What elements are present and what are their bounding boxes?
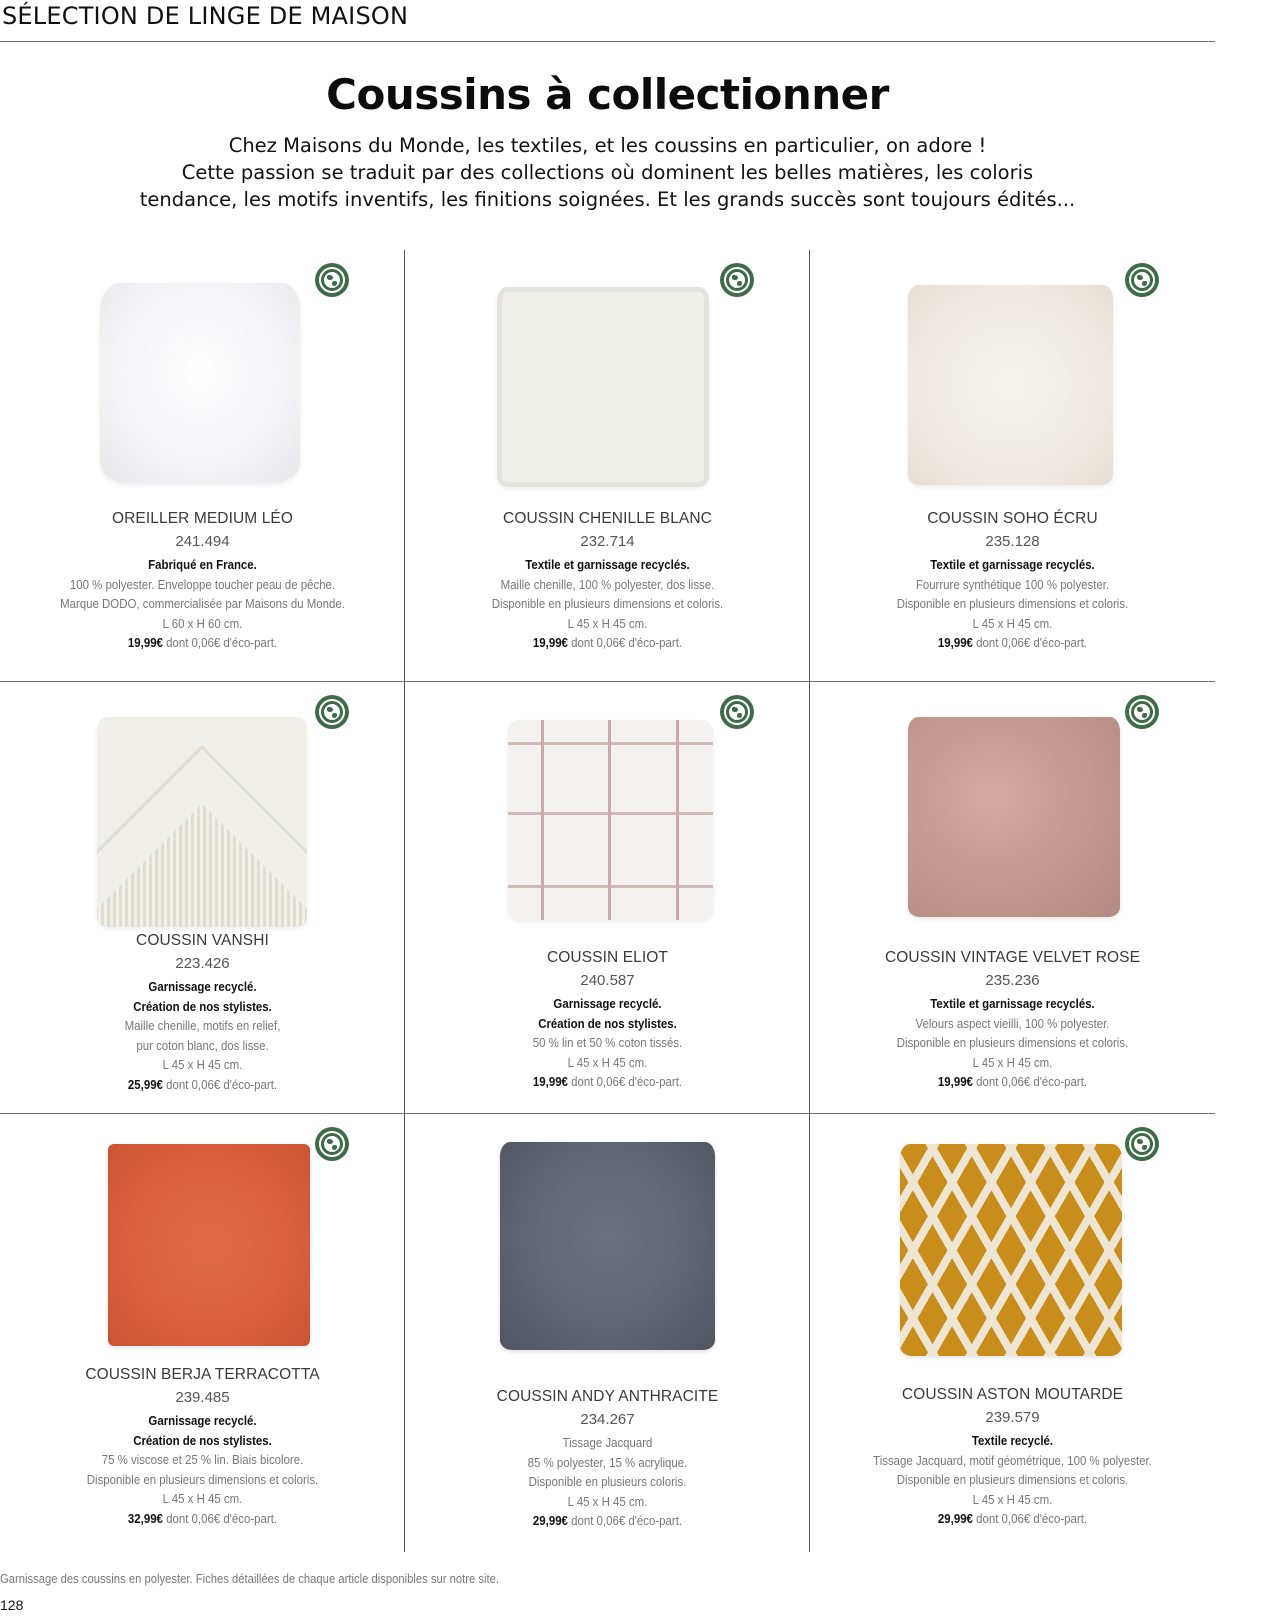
product-desc: Disponible en plusieurs dimensions et coloris. — [896, 1035, 1129, 1050]
eco-globe-icon — [1125, 263, 1159, 297]
product-price: 32,99€ — [127, 1510, 163, 1526]
product-ref: 235.128 — [985, 533, 1040, 550]
section-title: SÉLECTION DE LINGE DE MAISON — [2, 2, 409, 30]
eco-part: dont 0,06€ d'éco-part. — [166, 635, 278, 650]
product-info — [0, 930, 405, 1094]
section-header — [0, 0, 1215, 42]
product-name: COUSSIN SOHO ÉCRU — [927, 510, 1098, 527]
product-price: 19,99€ — [532, 635, 568, 650]
page-title: Coussins à collectionner — [326, 70, 889, 119]
product-info — [810, 947, 1215, 1092]
product-price: 19,99€ — [937, 635, 973, 650]
product-price-line — [24, 1509, 380, 1529]
product-desc: Maille chenille, 100 % polyester, dos lisse. — [500, 576, 715, 592]
product-card-coussin-eliot[interactable] — [405, 682, 810, 1113]
product-desc: Tissage Jacquard — [562, 1435, 653, 1450]
product-price-line — [429, 1511, 785, 1531]
product-desc: Velours aspect vieilli, 100 % polyester. — [915, 1015, 1110, 1031]
product-name: COUSSIN ASTON MOUTARDE — [901, 1386, 1124, 1403]
product-price-line — [24, 1075, 380, 1095]
product-desc: Disponible en plusieurs dimensions et coloris. — [896, 1472, 1129, 1487]
product-info — [810, 508, 1215, 653]
eco-globe-icon — [1125, 1127, 1159, 1161]
eco-globe-icon — [315, 263, 349, 297]
product-ref: 223.426 — [175, 955, 230, 972]
product-dimensions: L 45 x H 45 cm. — [972, 1491, 1053, 1507]
product-desc: Tissage Jacquard, motif géométrique, 100 % polyester. — [873, 1452, 1152, 1468]
product-dimensions: L 45 x H 45 cm. — [567, 1054, 648, 1070]
product-dimensions: L 60 x H 60 cm. — [162, 615, 243, 631]
product-name: COUSSIN CHENILLE BLANC — [503, 510, 712, 527]
product-row — [0, 250, 1215, 682]
product-name: COUSSIN VINTAGE VELVET ROSE — [884, 949, 1141, 966]
product-ref: 232.714 — [580, 533, 635, 550]
product-info — [405, 508, 810, 653]
product-price-line — [429, 633, 785, 653]
product-desc: pur coton blanc, dos lisse. — [136, 1037, 269, 1053]
product-card-coussin-andy-anthracite[interactable] — [405, 1114, 810, 1552]
product-price-line — [834, 1509, 1190, 1529]
product-dimensions: L 45 x H 45 cm. — [972, 615, 1053, 631]
product-highlight: Création de nos stylistes. — [133, 998, 272, 1014]
product-desc: Disponible en plusieurs dimensions et coloris. — [491, 596, 724, 611]
product-price: 29,99€ — [937, 1511, 973, 1526]
product-dimensions: L 45 x H 45 cm. — [567, 615, 648, 631]
product-price-line — [834, 633, 1190, 653]
product-desc: Disponible en plusieurs dimensions et coloris. — [896, 596, 1129, 611]
product-image — [100, 283, 300, 483]
product-row — [0, 1114, 1215, 1552]
product-image — [908, 717, 1120, 917]
product-card-oreiller-medium-leo[interactable] — [0, 250, 405, 681]
product-price: 19,99€ — [937, 1074, 973, 1089]
product-desc: Fourrure synthétique 100 % polyester. — [915, 576, 1110, 592]
product-desc: 50 % lin et 50 % coton tissés. — [532, 1035, 683, 1050]
product-price: 19,99€ — [127, 635, 163, 650]
intro-line: Chez Maisons du Monde, les textiles, et les coussins en particulier, on adore ! — [228, 134, 987, 157]
product-ref: 241.494 — [175, 533, 230, 550]
intro-text — [60, 132, 1155, 213]
product-highlight: Garnissage recyclé. — [148, 1413, 257, 1428]
product-info — [0, 508, 405, 653]
product-grid — [0, 250, 1215, 1552]
product-ref: 234.267 — [580, 1411, 635, 1428]
product-price: 19,99€ — [532, 1074, 568, 1089]
eco-part: dont 0,06€ d'éco-part. — [166, 1510, 278, 1526]
product-highlight: Création de nos stylistes. — [538, 1015, 677, 1031]
intro-line: tendance, les motifs inventifs, les finitions soignées. Et les grands succès sont toujours édités... — [139, 188, 1076, 211]
product-card-coussin-soho-ecru[interactable] — [810, 250, 1215, 681]
product-row — [0, 682, 1215, 1114]
eco-globe-icon — [315, 695, 349, 729]
product-image — [900, 1144, 1122, 1356]
product-info — [810, 1384, 1215, 1529]
product-price-line — [24, 633, 380, 653]
product-name: COUSSIN ANDY ANTHRACITE — [496, 1388, 719, 1405]
product-desc: Marque DODO, commercialisée par Maisons du Monde. — [60, 596, 345, 611]
product-desc: Maille chenille, motifs en relief, — [124, 1018, 281, 1033]
eco-part: dont 0,06€ d'éco-part. — [976, 1074, 1088, 1089]
product-highlight: Textile recyclé. — [971, 1433, 1054, 1448]
eco-globe-icon — [315, 1127, 349, 1161]
product-info — [405, 947, 810, 1092]
eco-part: dont 0,06€ d'éco-part. — [571, 635, 683, 650]
product-card-coussin-aston-moutarde[interactable] — [810, 1114, 1215, 1552]
intro-line: Cette passion se traduit par des collections où dominent les belles matières, les coloris — [181, 161, 1034, 184]
product-card-coussin-vintage-velvet-rose[interactable] — [810, 682, 1215, 1113]
product-dimensions: L 45 x H 45 cm. — [972, 1054, 1053, 1070]
product-highlight: Textile et garnissage recyclés. — [930, 557, 1095, 572]
product-info — [405, 1386, 810, 1531]
product-dimensions: L 45 x H 45 cm. — [162, 1491, 243, 1506]
eco-part: dont 0,06€ d'éco-part. — [976, 635, 1088, 650]
product-desc: 100 % polyester. Enveloppe toucher peau de pêche. — [69, 576, 336, 592]
product-image — [508, 720, 713, 920]
product-desc: Disponible en plusieurs dimensions et coloris. — [86, 1471, 319, 1487]
product-name: OREILLER MEDIUM LÉO — [111, 510, 294, 527]
page-number: 128 — [0, 1597, 24, 1613]
product-image — [497, 287, 709, 487]
product-desc: 85 % polyester, 15 % acrylique. — [527, 1454, 688, 1470]
product-dimensions: L 45 x H 45 cm. — [567, 1493, 648, 1509]
product-highlight: Création de nos stylistes. — [133, 1432, 272, 1448]
eco-globe-icon — [720, 263, 754, 297]
product-name: COUSSIN ELIOT — [546, 949, 669, 966]
eco-part: dont 0,06€ d'éco-part. — [571, 1074, 683, 1089]
product-highlight: Garnissage recyclé. — [148, 979, 257, 994]
product-price-line — [429, 1072, 785, 1092]
product-desc: 75 % viscose et 25 % lin. Biais bicolore. — [101, 1452, 304, 1467]
eco-globe-icon — [720, 695, 754, 729]
product-ref: 239.485 — [175, 1389, 230, 1406]
product-card-coussin-chenille-blanc[interactable] — [405, 250, 810, 681]
product-image — [908, 285, 1113, 485]
product-info — [0, 1364, 405, 1528]
product-price-line — [834, 1072, 1190, 1092]
product-ref: 235.236 — [985, 972, 1040, 989]
eco-part: dont 0,06€ d'éco-part. — [976, 1511, 1088, 1526]
product-highlight: Garnissage recyclé. — [553, 996, 662, 1011]
product-dimensions: L 45 x H 45 cm. — [162, 1057, 243, 1072]
product-ref: 239.579 — [985, 1409, 1040, 1426]
product-highlight: Textile et garnissage recyclés. — [930, 996, 1095, 1011]
product-card-coussin-berja-terracotta[interactable] — [0, 1114, 405, 1552]
product-image — [108, 1144, 310, 1346]
product-name: COUSSIN BERJA TERRACOTTA — [85, 1366, 320, 1383]
product-ref: 240.587 — [580, 972, 635, 989]
product-desc: Disponible en plusieurs coloris. — [528, 1474, 687, 1489]
eco-globe-icon — [1125, 695, 1159, 729]
eco-part: dont 0,06€ d'éco-part. — [571, 1513, 683, 1528]
product-name: COUSSIN VANSHI — [136, 932, 269, 949]
product-highlight: Fabriqué en France. — [148, 557, 257, 572]
product-price: 29,99€ — [532, 1513, 568, 1528]
footnote: Garnissage des coussins en polyester. Fiches détaillées de chaque article disponibles sur notre site. — [0, 1572, 500, 1586]
product-image — [500, 1142, 715, 1350]
product-card-coussin-vanshi[interactable] — [0, 682, 405, 1113]
eco-part: dont 0,06€ d'éco-part. — [166, 1076, 278, 1092]
product-image — [97, 717, 307, 927]
product-highlight: Textile et garnissage recyclés. — [525, 557, 690, 572]
product-price: 25,99€ — [127, 1076, 163, 1092]
